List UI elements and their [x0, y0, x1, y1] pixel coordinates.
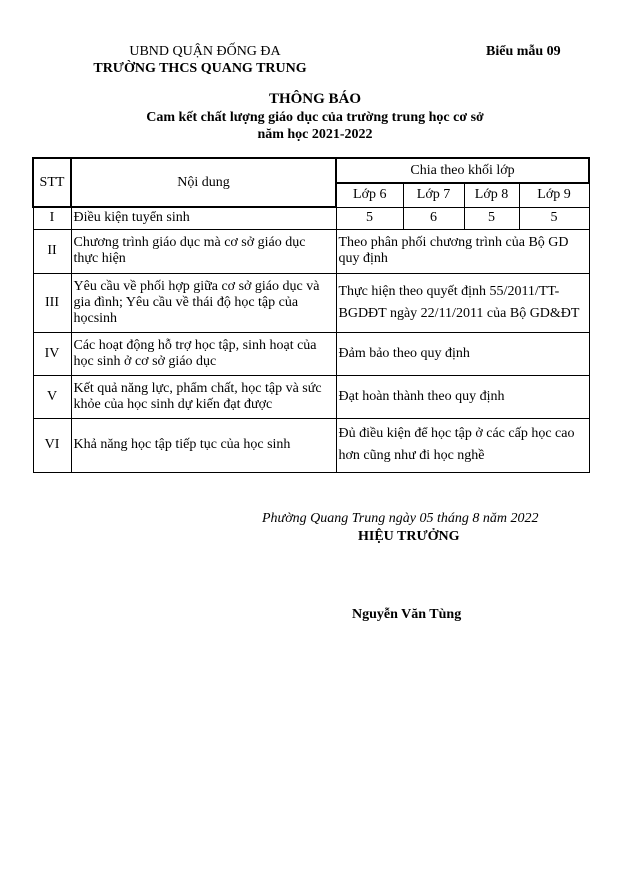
row-content: Các hoạt động hỗ trợ học tập, sinh hoạt của học sinh ở cơ sở giáo dục — [71, 332, 336, 375]
row-detail: Đạt hoàn thành theo quy định — [336, 375, 589, 418]
row-content: Yêu cầu về phối hợp giữa cơ sở giáo dục và gia đình; Yêu cầu về thái độ học tập của họcsinh — [71, 273, 336, 332]
form-number: Biểu mẫu 09 — [486, 44, 561, 59]
table-row — [33, 418, 589, 472]
document-title: THÔNG BÁO — [268, 91, 362, 107]
school-name: TRƯỜNG THCS QUANG TRUNG — [93, 61, 307, 76]
table-row — [33, 229, 589, 273]
header-content: Nội dung — [71, 158, 336, 207]
value-grade-9: 5 — [519, 207, 589, 229]
authority-name: UBND QUẬN ĐỐNG ĐA — [129, 44, 281, 59]
signer-name: Nguyễn Văn Tùng — [352, 607, 462, 622]
header-grade-8: Lớp 8 — [464, 183, 519, 207]
signature-title: HIỆU TRƯỞNG — [358, 529, 460, 544]
row-content: Chương trình giáo dục mà cơ sở giáo dục thực hiện — [71, 229, 336, 273]
table-row — [33, 273, 589, 332]
document-subtitle: Cam kết chất lượng giáo dục của trường trung học cơ sở — [146, 110, 484, 125]
value-grade-7: 6 — [403, 207, 464, 229]
row-stt: V — [33, 375, 71, 418]
value-grade-8: 5 — [464, 207, 519, 229]
header-grade-9: Lớp 9 — [519, 183, 589, 207]
row-detail: Thực hiện theo quyết định 55/2011/TT-BGDĐT ngày 22/11/2011 của Bộ GD&ĐT — [336, 273, 589, 332]
row-content: Kết quả năng lực, phẩm chất, học tập và sức khỏe của học sinh dự kiến đạt được — [71, 375, 336, 418]
table-row — [33, 332, 589, 375]
table-row — [33, 375, 589, 418]
row-stt: I — [33, 207, 71, 229]
table-row — [33, 207, 589, 229]
row-detail: Đảm bảo theo quy định — [336, 332, 589, 375]
row-stt: III — [33, 273, 71, 332]
signature-place-date: Phường Quang Trung ngày 05 tháng 8 năm 2022 — [262, 511, 539, 526]
row-content: Khả năng học tập tiếp tục của học sinh — [71, 418, 336, 472]
row-stt: IV — [33, 332, 71, 375]
row-detail: Theo phân phối chương trình của Bộ GD quy định — [336, 229, 589, 273]
header-grade-7: Lớp 7 — [403, 183, 464, 207]
school-year: năm học 2021-2022 — [257, 127, 373, 142]
row-stt: II — [33, 229, 71, 273]
value-grade-6: 5 — [336, 207, 403, 229]
row-stt: VI — [33, 418, 71, 472]
row-detail: Đủ điều kiện để học tập ở các cấp học cao hơn cũng như đi học nghề — [336, 418, 589, 472]
row-content: Điều kiện tuyển sinh — [71, 207, 336, 229]
commitment-table — [32, 157, 590, 473]
header-grade-group: Chia theo khối lớp — [336, 158, 589, 183]
header-grade-6: Lớp 6 — [336, 183, 403, 207]
header-stt: STT — [33, 158, 71, 207]
